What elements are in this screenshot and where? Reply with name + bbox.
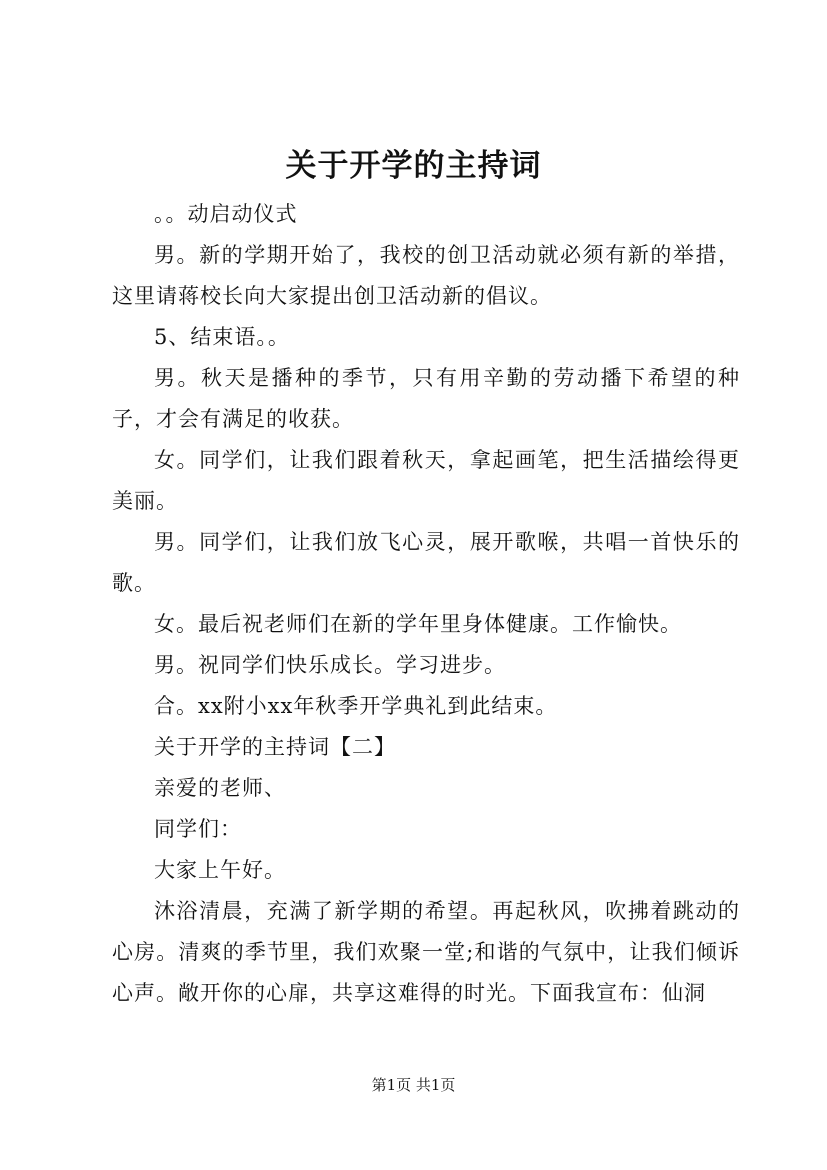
paragraph: 。。动启动仪式 [154, 202, 298, 226]
paragraph: 同学们： [154, 817, 242, 841]
paragraph: 女。同学们，让我们跟着秋天，拿起画笔，把生活描绘得更美丽。 [112, 448, 740, 513]
paragraph: 合。xx附小xx年秋季开学典礼到此结束。 [154, 694, 558, 718]
document-title: 关于开学的主持词 [285, 148, 542, 184]
document-body [112, 194, 740, 1014]
paragraph: 男。祝同学们快乐成长。学习进步。 [154, 653, 506, 677]
paragraph: 女。最后祝老师们在新的学年里身体健康。工作愉快。 [154, 612, 682, 636]
paragraph: 亲爱的老师、 [154, 776, 286, 800]
paragraph: 沐浴清晨，充满了新学期的希望。再起秋风，吹拂着跳动的心房。清爽的季节里，我们欢聚一堂;和谐的气氛中，让我们倾诉心声。敞开你的心扉，共享这难得的时光。下面我宣布：仙洞 [112, 899, 740, 1005]
paragraph: 男。秋天是播种的季节，只有用辛勤的劳动播下希望的种子，才会有满足的收获。 [112, 366, 740, 431]
paragraph: 男。新的学期开始了，我校的创卫活动就必须有新的举措，这里请蒋校长向大家提出创卫活动新的倡议。 [112, 243, 740, 308]
section-heading: 关于开学的主持词【二】 [154, 735, 396, 759]
paragraph: 5、结束语。。 [154, 325, 290, 349]
paragraph: 大家上午好。 [154, 858, 286, 882]
page-footer: 第1页 共1页 [371, 1076, 456, 1094]
paragraph: 男。同学们，让我们放飞心灵，展开歌喉，共唱一首快乐的歌。 [112, 530, 740, 595]
